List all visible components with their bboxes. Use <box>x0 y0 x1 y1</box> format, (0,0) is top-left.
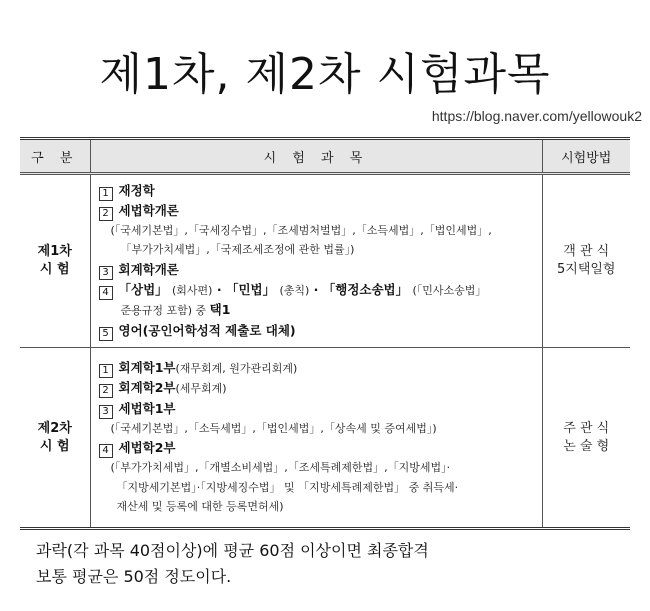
subject-note: (세무회계) <box>175 382 227 395</box>
item-number: 1 <box>99 364 113 378</box>
item-number: 4 <box>99 444 113 458</box>
subject-note: (회사편) <box>172 283 213 297</box>
subject-note: (총칙) <box>279 283 310 297</box>
list-item <box>99 378 536 399</box>
list-item <box>99 438 536 458</box>
subject-name: 세법학1부 <box>118 400 176 416</box>
subject-detail-text: 준용규정 포함) 중 <box>120 304 207 317</box>
subject-name: 「상법」 <box>118 281 168 297</box>
list-item <box>99 399 536 419</box>
subject-detail: (「국세기본법」,「소득세법」,「법인세법」,「상속세 및 증여세법」) <box>110 421 437 435</box>
subject-name: 회계학1부 <box>118 359 176 375</box>
list-item <box>99 358 536 379</box>
subject-detail: (「국세기본법」,「국세징수법」,「조세범처벌법」,「소득세법」,「법인세법」, <box>110 223 492 237</box>
footer-line: 과락(각 과목 40점이상)에 평균 60점 이상이면 최종합격 <box>36 541 429 560</box>
subjects-cell-second <box>90 348 542 529</box>
subject-detail: 「지방세기본법」·「지방세징수법」 및 「지방세특례제한법」 중 취득세· <box>116 480 459 494</box>
item-number: 3 <box>99 405 113 419</box>
method-cell-second <box>542 348 630 529</box>
page-title: 제1차, 제2차 시험과목 <box>99 49 551 100</box>
category-cell-second <box>20 348 90 529</box>
list-item <box>99 260 536 280</box>
item-number: 2 <box>99 384 113 398</box>
subject-name: 영어(공인어학성적 제출로 대체) <box>118 322 296 338</box>
method-cell-first <box>542 174 630 348</box>
subject-detail: 재산세 및 등록에 대한 등록면허세) <box>116 500 284 513</box>
blog-url[interactable]: https://blog.naver.com/yellowouk2 <box>431 108 642 124</box>
category-sublabel: 시 험 <box>39 438 70 454</box>
subject-name: 재정학 <box>118 182 155 198</box>
subject-name: 세법학2부 <box>118 440 176 455</box>
subject-detail: (「부가가치세법」,「개별소비세법」,「조세특례제한법」,「지방세법」· <box>110 461 451 474</box>
list-item <box>99 321 536 341</box>
subject-name: 회계학2부 <box>118 380 176 395</box>
footer-note <box>36 538 429 590</box>
item-number: 5 <box>99 327 113 341</box>
subject-note: (「민사소송법」 <box>412 283 487 297</box>
item-number: 4 <box>99 286 113 300</box>
item-number: 3 <box>99 266 113 280</box>
exam-subjects-table <box>20 137 630 530</box>
subject-note: (재무회계, 원가관리회계) <box>175 361 298 375</box>
method-label: 객 관 식 <box>563 244 610 259</box>
header-category: 구 분 <box>20 139 90 174</box>
item-number: 1 <box>99 187 113 201</box>
method-sublabel: 논 술 형 <box>563 438 610 454</box>
category-label: 제2차 <box>37 420 72 436</box>
header-method: 시험방법 <box>542 139 630 174</box>
header-subjects: 시 험 과 목 <box>90 139 542 174</box>
subject-detail <box>99 300 536 321</box>
method-sublabel: 5지택일형 <box>556 262 616 277</box>
choice-label: 택1 <box>209 302 231 317</box>
list-item: 4 「상법」 (회사편) · 「민법」 (총칙) · 「행정소송법」 (「민사소송법」 <box>99 280 536 301</box>
subjects-cell-first <box>90 174 542 348</box>
category-cell-first <box>20 174 90 348</box>
table-row-first-exam <box>20 174 630 348</box>
category-label: 제1차 <box>37 244 72 259</box>
footer-line: 보통 평균은 50점 정도이다. <box>36 567 232 586</box>
method-label: 주 관 식 <box>563 420 610 436</box>
list-item <box>99 201 536 221</box>
table-row-second-exam <box>20 348 630 529</box>
category-sublabel: 시 험 <box>39 262 70 277</box>
subject-name: 세법학개론 <box>118 202 179 218</box>
subject-name: 「행정소송법」 <box>322 281 409 297</box>
item-number: 2 <box>99 207 113 221</box>
subject-name: 회계학개론 <box>118 261 179 277</box>
subject-name: 「민법」 <box>225 281 276 297</box>
subject-detail: 「부가가치세법」,「국제조세조정에 관한 법률」) <box>120 243 355 256</box>
table-header-row <box>20 139 630 174</box>
list-item <box>99 181 536 201</box>
